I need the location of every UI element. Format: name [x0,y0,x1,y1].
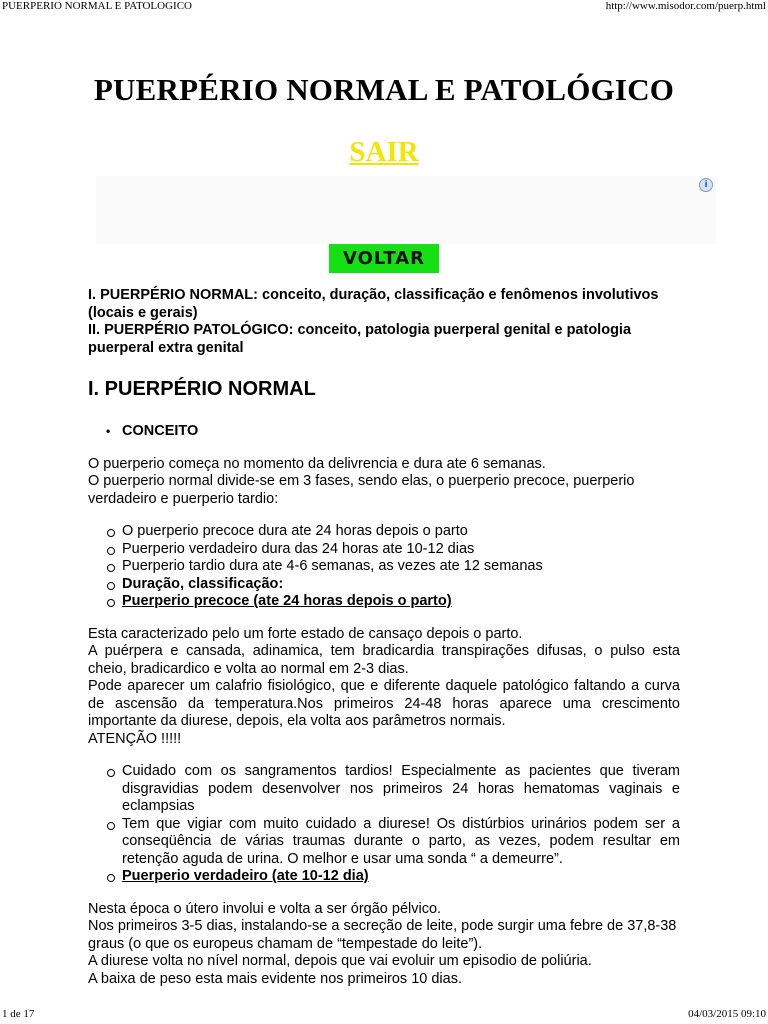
bullet-list [88,423,680,441]
list-item: Puerperio tardio dura ate 4-6 semanas, as vezes ate 12 semanas [88,558,680,576]
voltar-button-label: VOLTAR [342,248,426,269]
section-heading: I. PUERPÉRIO NORMAL [88,378,316,400]
sair-container [0,136,768,169]
list-item: Cuidado com os sangramentos tardios! Especialmente as pacientes que tiveram disgravidias podem desenvolver nos primeiros 24 horas hematomas vaginais e eclampsias [88,763,680,816]
paragraph-2 [88,626,680,749]
paragraph-line: ATENÇÃO !!!!! [88,730,182,747]
list-item: Puerperio verdadeiro (ate 10-12 dia) [88,868,680,886]
paragraph-line: Esta caracterizado pelo um forte estado de cansaço depois o parto. [88,625,523,642]
paragraph-line: Nesta época o útero involui e volta a ser órgão pélvico. [88,900,442,917]
intro-line-1: I. PUERPÉRIO NORMAL: conceito, duração, classificação e fenômenos involutivos (locais e gerais) [88,287,659,321]
list-item: Tem que vigiar com muito cuidado a diurese! Os distúrbios urinários podem ser a conseqüência de várias traumas durante o parto, as vezes, podem resultar em retenção aguda de urina. O melhor e usar uma sonda “ a demeurre”. [88,816,680,869]
paragraph-line: A baixa de peso esta mais evidente nos primeiros 10 dias. [88,970,462,987]
paragraph-line: A puérpera e cansada, adinamica, tem bradicardia transpirações difusas, o pulso esta cheio, bradicardico e volta ao normal em 2-3 dias. [88,643,680,677]
list-item: Puerperio verdadeiro dura das 24 horas ate 10-12 dias [88,541,680,559]
paragraph-line: O puerperio normal divide-se em 3 fases, sendo elas, o puerperio precoce, puerperio verdadeiro e puerperio tardio: [88,473,635,507]
list-item: O puerperio precoce dura ate 24 horas depois o parto [88,523,680,541]
list-item-conceito: • CONCEITO [88,423,680,441]
phases-list [88,523,680,611]
print-header-url: http://www.misodor.com/puerp.html [605,0,766,12]
print-footer-datetime: 04/03/2015 09:10 [688,1008,766,1020]
list-item: Duração, classificação: [88,576,680,594]
paragraph-line: Nos primeiros 3-5 dias, instalando-se a secreção de leite, pode surgir uma febre de 37,8-38 graus (o que os europeus chamam de “tempestade do leite”). [88,918,677,952]
ad-info-icon[interactable]: i [699,178,713,192]
print-footer-page: 1 de 17 [2,1008,35,1020]
print-footer [0,1006,768,1024]
page-title: PUERPÉRIO NORMAL E PATOLÓGICO [93,72,675,107]
sair-link[interactable]: SAIR [349,136,419,168]
paragraph-line: O puerperio começa no momento da delivrencia e dura ate 6 semanas. [88,455,546,472]
attention-list [88,763,680,886]
paragraph-line: A diurese volta no nível normal, depois que vai evoluir um episodio de poliúria. [88,953,592,969]
list-item: Puerperio precoce (ate 24 horas depois o parto) [88,593,680,611]
ad-area [96,176,716,244]
voltar-button[interactable] [329,244,439,273]
intro-line-2: II. PUERPÉRIO PATOLÓGICO: conceito, patologia puerperal genital e patologia puerperal extra genital [88,322,632,356]
print-header-title: PUERPERIO NORMAL E PATOLOGICO [2,0,192,12]
paragraph-3 [88,901,680,989]
print-header [0,0,768,16]
paragraph-line: Pode aparecer um calafrio fisiológico, que e diferente daquele patológico faltando a curva de ascensão da temperatura.Nos primeiros 24-48 horas aparece uma crescimento importante da diurese, depois, ela volta aos parâmetros normais. [88,678,680,729]
main-content [88,287,680,988]
paragraph-1 [88,456,680,509]
